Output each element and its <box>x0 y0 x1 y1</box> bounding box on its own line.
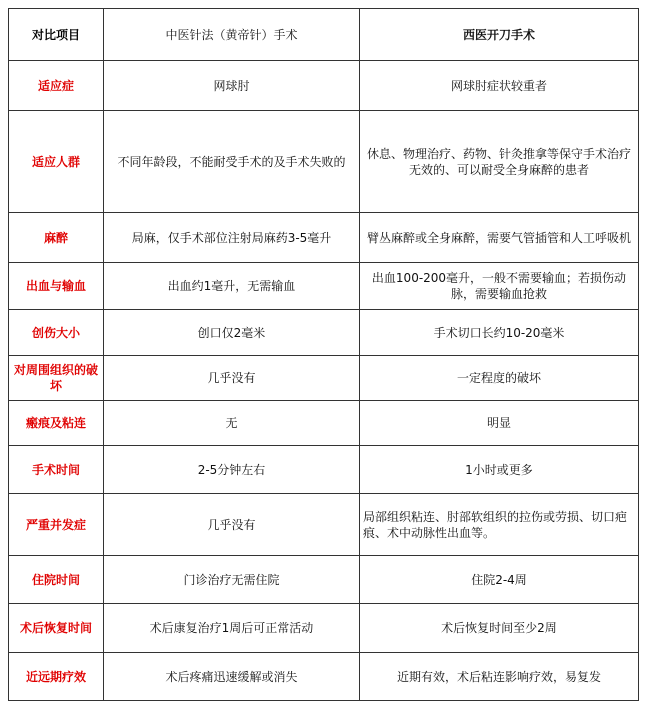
table-row <box>9 111 639 213</box>
table-row <box>9 213 639 263</box>
tcm-cell: 网球肘 <box>104 61 360 111</box>
western-cell: 臂丛麻醉或全身麻醉，需要气管插管和人工呼吸机 <box>360 213 639 263</box>
tcm-cell: 门诊治疗无需住院 <box>104 556 360 604</box>
tcm-cell: 出血约1毫升，无需输血 <box>104 263 360 310</box>
table-row <box>9 446 639 494</box>
row-label: 近远期疗效 <box>9 653 104 701</box>
header-tcm-label: 中医针法（黄帝针）手术 <box>104 9 360 61</box>
western-cell: 休息、物理治疗、药物、针灸推拿等保守手术治疗无效的、可以耐受全身麻醉的患者 <box>360 111 639 213</box>
row-label: 住院时间 <box>9 556 104 604</box>
table-row <box>9 653 639 701</box>
table-header-row <box>9 9 639 61</box>
row-label: 创伤大小 <box>9 310 104 356</box>
header-item-label: 对比项目 <box>9 9 104 61</box>
row-label: 手术时间 <box>9 446 104 494</box>
comparison-table <box>8 8 639 701</box>
table-row <box>9 356 639 401</box>
western-cell: 近期有效，术后粘连影响疗效，易复发 <box>360 653 639 701</box>
row-label: 适应症 <box>9 61 104 111</box>
tcm-cell: 无 <box>104 401 360 446</box>
tcm-cell: 局麻，仅手术部位注射局麻药3-5毫升 <box>104 213 360 263</box>
western-cell: 一定程度的破坏 <box>360 356 639 401</box>
row-label: 术后恢复时间 <box>9 604 104 653</box>
tcm-cell: 不同年龄段，不能耐受手术的及手术失败的 <box>104 111 360 213</box>
western-cell: 出血100-200毫升，一般不需要输血；若损伤动脉，需要输血抢救 <box>360 263 639 310</box>
header-western-label: 西医开刀手术 <box>360 9 639 61</box>
table-row <box>9 401 639 446</box>
western-cell: 明显 <box>360 401 639 446</box>
western-cell: 住院2-4周 <box>360 556 639 604</box>
row-label: 对周围组织的破坏 <box>9 356 104 401</box>
row-label: 出血与输血 <box>9 263 104 310</box>
western-cell: 局部组织粘连、肘部软组织的拉伤或劳损、切口疤痕、术中动脉性出血等。 <box>360 494 639 556</box>
tcm-cell: 术后康复治疗1周后可正常活动 <box>104 604 360 653</box>
western-cell: 术后恢复时间至少2周 <box>360 604 639 653</box>
table-row <box>9 604 639 653</box>
western-cell: 手术切口长约10-20毫米 <box>360 310 639 356</box>
tcm-cell: 创口仅2毫米 <box>104 310 360 356</box>
table-row <box>9 263 639 310</box>
tcm-cell: 2-5分钟左右 <box>104 446 360 494</box>
western-cell: 1小时或更多 <box>360 446 639 494</box>
western-cell: 网球肘症状较重者 <box>360 61 639 111</box>
tcm-cell: 几乎没有 <box>104 356 360 401</box>
row-label: 严重并发症 <box>9 494 104 556</box>
row-label: 瘢痕及粘连 <box>9 401 104 446</box>
tcm-cell: 术后疼痛迅速缓解或消失 <box>104 653 360 701</box>
tcm-cell: 几乎没有 <box>104 494 360 556</box>
row-label: 适应人群 <box>9 111 104 213</box>
table-row <box>9 310 639 356</box>
table-row <box>9 556 639 604</box>
table-row <box>9 494 639 556</box>
row-label: 麻醉 <box>9 213 104 263</box>
table-row <box>9 61 639 111</box>
comparison-table-container <box>8 8 639 701</box>
